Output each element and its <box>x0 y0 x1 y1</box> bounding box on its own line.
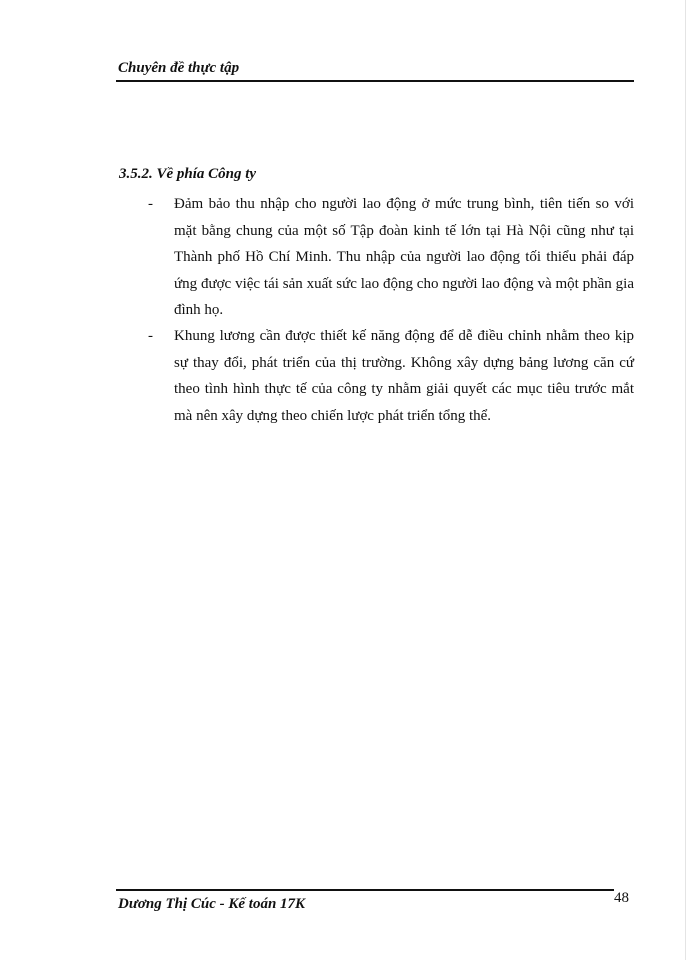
page-number: 48 <box>614 890 629 906</box>
bullet-text: Đảm bảo thu nhập cho người lao động ở mức trung bình, tiên tiến so với mặt bằng chung của một số Tập đoàn kinh tế lớn tại Hà Nội cũng như tại Thành phố Hồ Chí Minh. Thu nhập của người lao động tối thiểu phải đáp ứng được việc tái sản xuất sức lao động cho người lao động và một phần gia đình họ. <box>174 196 634 318</box>
running-header-title: Chuyên đề thực tập <box>118 60 240 76</box>
page-edge-divider <box>685 0 686 960</box>
bullet-item <box>148 323 634 429</box>
bullet-item <box>148 191 634 324</box>
footer-rule <box>116 889 614 891</box>
bullet-dash: - <box>148 196 153 212</box>
bullet-dash: - <box>148 328 153 344</box>
header-rule <box>116 80 634 82</box>
footer-author: Dương Thị Cúc - Kế toán 17K <box>118 896 306 912</box>
bullet-text: Khung lương cần được thiết kế năng động để dễ điều chỉnh nhằm theo kịp sự thay đổi, phát triển của thị trường. Không xây dựng bảng lương căn cứ theo tình hình thực tế của công ty nhằm giải quyết các mục tiêu trước mắt mà nên xây dựng theo chiến lược phát triển tổng thể. <box>174 328 634 424</box>
section-heading: 3.5.2. Về phía Công ty <box>119 166 257 182</box>
